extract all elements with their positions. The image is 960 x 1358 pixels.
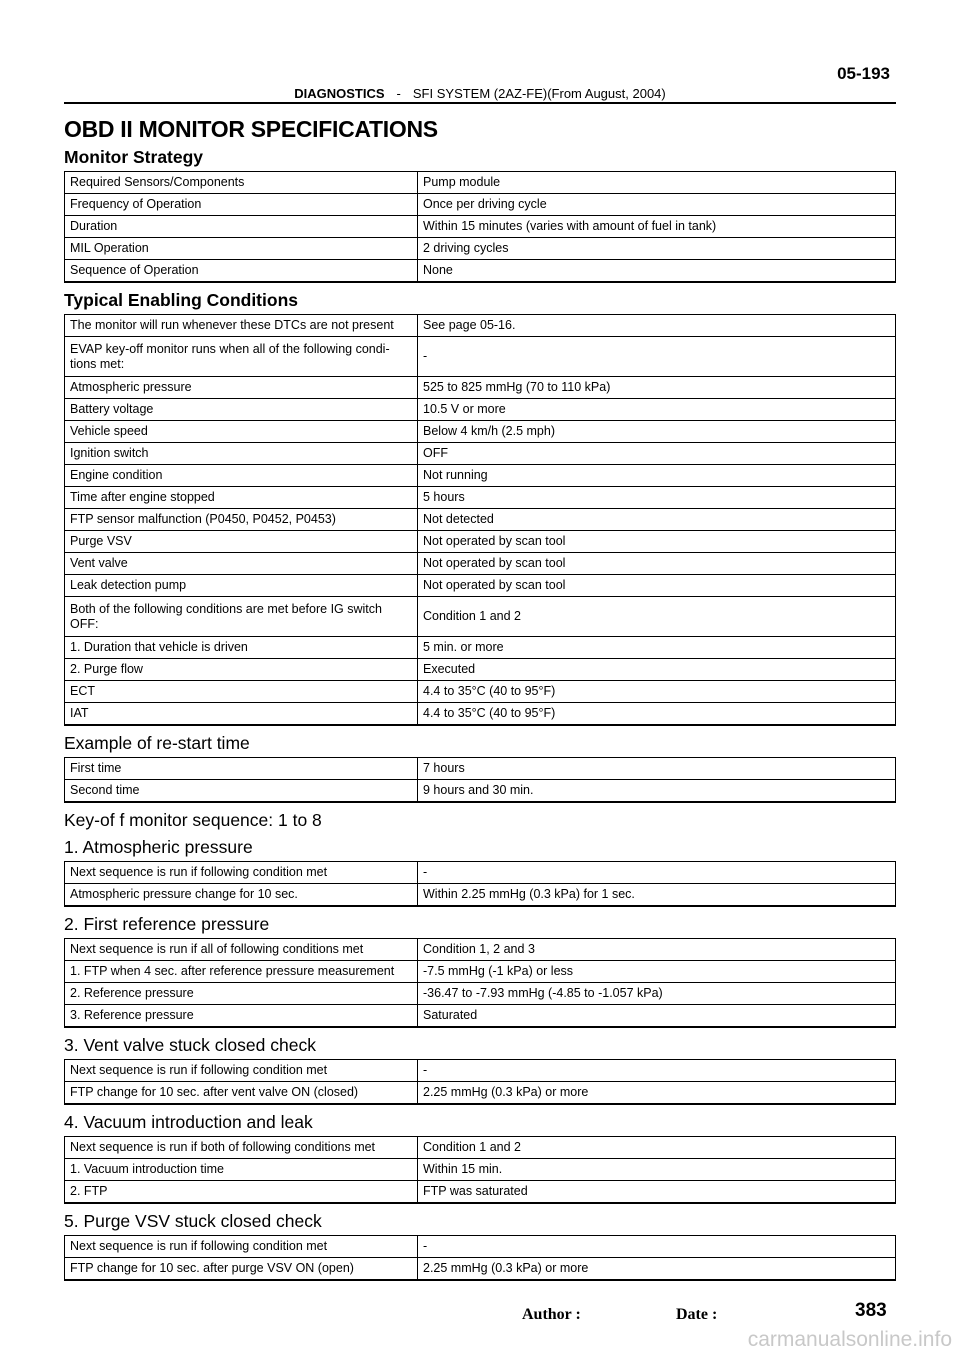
page-number: 05-193 [837,64,890,83]
table-cell-item: Atmospheric pressure [65,377,418,399]
spec-table-example-of-re-start-time [64,757,896,803]
header-section: DIAGNOSTICS [294,86,385,101]
page-title: OBD II MONITOR SPECIFICATIONS [64,116,438,142]
page-total: 383 [855,1300,887,1321]
table-cell-value: -7.5 mmHg (-1 kPa) or less [418,961,896,983]
table-cell-value: 2 driving cycles [418,238,896,260]
table-cell-item: Next sequence is run if following condition met [65,862,418,884]
spec-table-5-purge-vsv-stuck-closed-check [64,1235,896,1281]
spec-table-3-vent-valve-stuck-closed-check [64,1059,896,1105]
table-cell-item: 2. Purge flow [65,659,418,681]
section-heading-2-first-reference-pressure: 2. First reference pressure [64,914,270,934]
watermark: carmanualsonline.info [747,1328,952,1351]
table-row [65,1258,896,1281]
section-heading-4-vacuum-introduction-and-leak: 4. Vacuum introduction and leak [64,1112,313,1132]
header-separator: - [396,86,401,101]
table-row [65,315,896,337]
table-cell-item: Vent valve [65,553,418,575]
header-line [64,86,896,101]
table-row [65,703,896,726]
table-cell-item: FTP change for 10 sec. after purge VSV ON (open) [65,1258,418,1281]
spec-table-typical-enabling-conditions [64,314,896,726]
table-cell-value: 525 to 825 mmHg (70 to 110 kPa) [418,377,896,399]
section-heading-5-purge-vsv-stuck-closed-check: 5. Purge VSV stuck closed check [64,1211,322,1231]
table-cell-value: 4.4 to 35°C (40 to 95°F) [418,703,896,726]
table-row [65,1137,896,1159]
table-row [65,575,896,597]
table-cell-item: 1. FTP when 4 sec. after reference pressure measurement [65,961,418,983]
table-row [65,1181,896,1204]
table-row [65,238,896,260]
section-heading-typical-enabling-conditions: Typical Enabling Conditions [64,290,298,310]
table-cell-value: Below 4 km/h (2.5 mph) [418,421,896,443]
table-cell-item: 3. Reference pressure [65,1005,418,1028]
table-cell-value: - [418,862,896,884]
table-cell-item: ECT [65,681,418,703]
table-cell-item: Duration [65,216,418,238]
table-cell-item: Next sequence is run if following condition met [65,1060,418,1082]
table-cell-value: 5 hours [418,487,896,509]
table-cell-item: Next sequence is run if all of following conditions met [65,939,418,961]
table-cell-item: Vehicle speed [65,421,418,443]
table-row [65,216,896,238]
table-cell-item: Time after engine stopped [65,487,418,509]
section-heading-monitor-strategy: Monitor Strategy [64,147,204,167]
table-cell-item: Second time [65,780,418,803]
table-cell-item: Frequency of Operation [65,194,418,216]
table-row [65,260,896,283]
section-heading-1-atmospheric-pressure: 1. Atmospheric pressure [64,837,253,857]
spec-table-4-vacuum-introduction-and-leak [64,1136,896,1204]
table-cell-item: 1. Duration that vehicle is driven [65,637,418,659]
author-label: Author : [522,1306,581,1323]
table-cell-value: Within 15 min. [418,1159,896,1181]
table-row [65,1005,896,1028]
table-cell-item: Both of the following conditions are met before IG switch OFF: [65,597,418,637]
table-cell-value: 2.25 mmHg (0.3 kPa) or more [418,1082,896,1105]
table-row [65,637,896,659]
table-cell-value: Pump module [418,172,896,194]
table-row [65,884,896,907]
table-row [65,487,896,509]
table-cell-item: Next sequence is run if following condition met [65,1236,418,1258]
table-cell-item: FTP change for 10 sec. after vent valve ON (closed) [65,1082,418,1105]
table-cell-value: -36.47 to -7.93 mmHg (-4.85 to -1.057 kPa) [418,983,896,1005]
table-cell-value: OFF [418,443,896,465]
table-row [65,939,896,961]
table-row [65,172,896,194]
table-cell-item: Purge VSV [65,531,418,553]
table-cell-value: Not running [418,465,896,487]
table-row [65,983,896,1005]
table-cell-item: Sequence of Operation [65,260,418,283]
table-cell-item: EVAP key-off monitor runs when all of the following condi- tions met: [65,337,418,377]
table-row [65,509,896,531]
table-cell-item: Battery voltage [65,399,418,421]
table-cell-value: Within 15 minutes (varies with amount of fuel in tank) [418,216,896,238]
table-cell-value: Within 2.25 mmHg (0.3 kPa) for 1 sec. [418,884,896,907]
table-cell-value: Executed [418,659,896,681]
table-cell-value: Once per driving cycle [418,194,896,216]
table-row [65,961,896,983]
table-cell-value: - [418,1060,896,1082]
table-cell-item: Required Sensors/Components [65,172,418,194]
table-cell-item: 1. Vacuum introduction time [65,1159,418,1181]
spec-table-1-atmospheric-pressure [64,861,896,907]
table-row [65,1236,896,1258]
table-row [65,194,896,216]
table-cell-item: IAT [65,703,418,726]
table-cell-item: FTP sensor malfunction (P0450, P0452, P0453) [65,509,418,531]
table-cell-value: 10.5 V or more [418,399,896,421]
section-heading-key-of-f-monitor-sequence-1-to-8: Key-of f monitor sequence: 1 to 8 [64,810,322,830]
table-cell-value: See page 05-16. [418,315,896,337]
section-heading-example-of-re-start-time: Example of re-start time [64,733,250,753]
table-cell-value: Not detected [418,509,896,531]
table-cell-value: 2.25 mmHg (0.3 kPa) or more [418,1258,896,1281]
header-subsection: SFI SYSTEM (2AZ-FE)(From August, 2004) [412,86,666,101]
table-row [65,421,896,443]
table-row [65,597,896,637]
table-cell-value: None [418,260,896,283]
table-cell-value: 9 hours and 30 min. [418,780,896,803]
table-cell-item: Engine condition [65,465,418,487]
table-cell-item: Atmospheric pressure change for 10 sec. [65,884,418,907]
table-row [65,758,896,780]
table-cell-value: - [418,337,896,377]
table-cell-value: FTP was saturated [418,1181,896,1204]
table-row [65,399,896,421]
table-cell-item: 2. Reference pressure [65,983,418,1005]
table-cell-value: Not operated by scan tool [418,553,896,575]
table-cell-item: MIL Operation [65,238,418,260]
table-cell-value: Not operated by scan tool [418,531,896,553]
table-cell-value: Saturated [418,1005,896,1028]
table-row [65,780,896,803]
table-row [65,465,896,487]
header-rule [64,102,896,104]
table-cell-item: The monitor will run whenever these DTCs are not present [65,315,418,337]
table-cell-value: Not operated by scan tool [418,575,896,597]
table-cell-value: Condition 1 and 2 [418,597,896,637]
table-row [65,337,896,377]
table-row [65,862,896,884]
table-row [65,377,896,399]
table-cell-item: 2. FTP [65,1181,418,1204]
table-row [65,553,896,575]
table-cell-item: Leak detection pump [65,575,418,597]
table-row [65,1159,896,1181]
table-row [65,531,896,553]
table-cell-value: 5 min. or more [418,637,896,659]
table-row [65,1060,896,1082]
document-content [64,144,896,1285]
date-label: Date : [676,1306,718,1323]
spec-table-monitor-strategy [64,171,896,283]
table-row [65,659,896,681]
table-cell-value: 7 hours [418,758,896,780]
table-row [65,681,896,703]
table-row [65,443,896,465]
table-cell-value: Condition 1, 2 and 3 [418,939,896,961]
table-cell-item: First time [65,758,418,780]
table-cell-value: 4.4 to 35°C (40 to 95°F) [418,681,896,703]
table-cell-value: - [418,1236,896,1258]
table-cell-item: Next sequence is run if both of following conditions met [65,1137,418,1159]
spec-table-2-first-reference-pressure [64,938,896,1028]
table-cell-value: Condition 1 and 2 [418,1137,896,1159]
table-row [65,1082,896,1105]
table-cell-item: Ignition switch [65,443,418,465]
section-heading-3-vent-valve-stuck-closed-check: 3. Vent valve stuck closed check [64,1035,316,1055]
